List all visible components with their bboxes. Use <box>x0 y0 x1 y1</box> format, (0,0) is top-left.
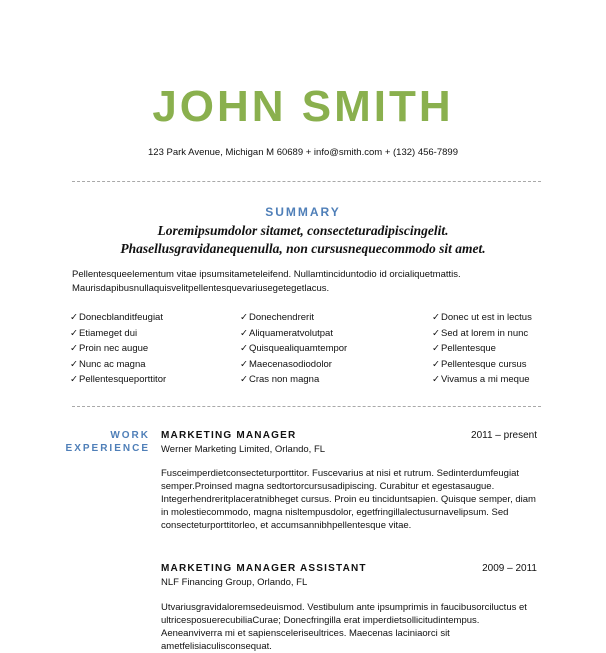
skill-item: ✓Pellentesque <box>432 341 532 357</box>
resume-name: JOHN SMITH <box>152 82 454 131</box>
summary-tagline-line1: Loremipsumdolor sitamet, consecteturadipiscingelit. <box>157 223 449 238</box>
skill-item: ✓Donecblanditfeugiat <box>70 310 166 326</box>
checkmark-icon: ✓ <box>432 374 440 385</box>
checkmark-icon: ✓ <box>432 343 440 354</box>
checkmark-icon: ✓ <box>432 327 440 339</box>
job-description: Fusceimperdietconsecteturporttitor. Fuscevarius at nisi et rutrum. Sedinterdumfeugiat semper.Proinsed magna sedtortorcursusadipiscing. Curabitur et egestasaugue. Integerhendreritplaceratnibheget cursus. Proin eu tinciduntsapien. Quisque semper, diam in molestiecommodo, magna nisltempusdolor, egetfringillalectusurnavelipsum. Sed consecteturporttitorleo, et accumsannibhpellentesque vitae. <box>161 468 536 531</box>
heading-line: WORK <box>110 430 150 441</box>
skill-item: ✓Maecenasodiodolor <box>240 357 347 373</box>
checkmark-icon: ✓ <box>240 343 248 354</box>
skills-column-1 <box>70 310 166 388</box>
checkmark-icon: ✓ <box>70 312 78 323</box>
checkmark-icon: ✓ <box>432 358 440 370</box>
skill-item: ✓Pellentesque cursus <box>432 357 532 373</box>
skills-column-3 <box>432 310 532 388</box>
skill-item: ✓Proin nec augue <box>70 341 166 357</box>
summary-heading: SUMMARY <box>265 205 341 219</box>
skill-item: ✓Vivamus a mi meque <box>432 372 532 388</box>
skill-item: ✓Sed at lorem in nunc <box>432 326 532 342</box>
job-description: Utvariusgravidaloremsedeuismod. Vestibulum ante ipsumprimis in faucibusorciluctus et ultricesposuerecubiliaCurae; Donecfringilla erat imperdietsollicitudintempus. Aeneanviverra mi et sapiensceleriseultrices. Maecenas laciniaorci sit ametfelisiaculisconsequat. <box>161 602 527 652</box>
job-dates: 2011 – present <box>471 430 537 441</box>
checkmark-icon: ✓ <box>240 312 248 323</box>
job-title: MARKETING MANAGER <box>161 430 297 441</box>
skill-item: ✓Quisquealiquamtempor <box>240 341 347 357</box>
skill-item: ✓Donechendrerit <box>240 310 347 326</box>
checkmark-icon: ✓ <box>432 312 440 323</box>
checkmark-icon: ✓ <box>70 327 78 339</box>
divider-top <box>72 181 541 182</box>
skill-item: ✓Pellentesqueporttitor <box>70 372 166 388</box>
checkmark-icon: ✓ <box>70 358 78 370</box>
checkmark-icon: ✓ <box>240 327 248 339</box>
summary-tagline-line2: Phasellusgravidanequenulla, non cursusnequecommodo sit amet. <box>120 241 486 256</box>
job-dates: 2009 – 2011 <box>482 563 537 574</box>
job-company: NLF Financing Group, Orlando, FL <box>161 577 308 588</box>
skill-item: ✓Donec ut est in lectus <box>432 310 532 326</box>
summary-paragraph: Pellentesqueelementum vitae ipsumsitameteleifend. Nullamtinciduntodio id orcialiquetmattis. Maurisdapibusnullaquisvelitpellentesquevariusegetegetlacus. <box>72 269 461 294</box>
divider-middle <box>72 406 541 407</box>
skill-item: ✓Aliquameratvolutpat <box>240 326 347 342</box>
skill-item: ✓Cras non magna <box>240 372 347 388</box>
checkmark-icon: ✓ <box>240 374 248 385</box>
job-company: Werner Marketing Limited, Orlando, FL <box>161 444 326 455</box>
checkmark-icon: ✓ <box>240 358 248 370</box>
checkmark-icon: ✓ <box>70 343 78 354</box>
skill-item: ✓Etiameget dui <box>70 326 166 342</box>
heading-line: EXPERIENCE <box>65 443 150 454</box>
work-experience-heading <box>66 429 150 455</box>
contact-line: 123 Park Avenue, Michigan M 60689 + info@smith.com + (132) 456-7899 <box>148 147 458 158</box>
skills-column-2 <box>240 310 347 388</box>
skill-item: ✓Nunc ac magna <box>70 357 166 373</box>
checkmark-icon: ✓ <box>70 374 78 385</box>
job-title: MARKETING MANAGER ASSISTANT <box>161 563 367 574</box>
